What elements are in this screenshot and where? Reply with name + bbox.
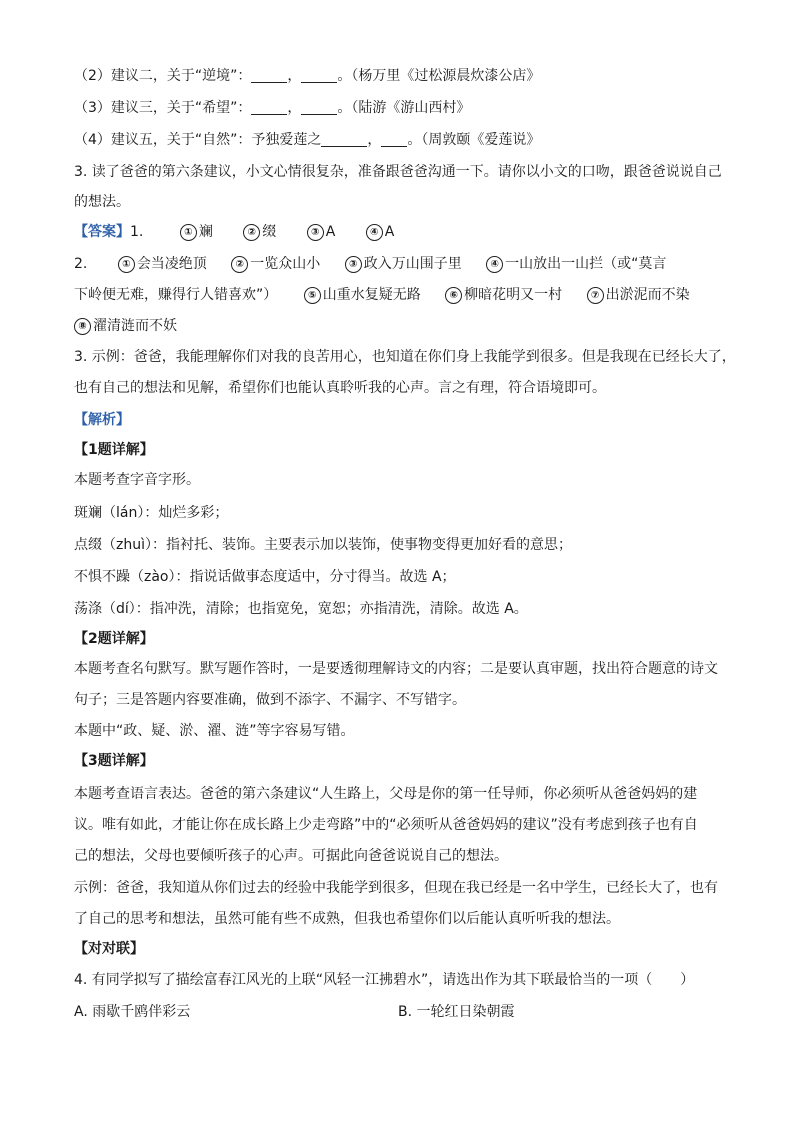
- answer-3-line-2: 也有自己的想法和见解，希望你们也能认真聆听我的心声。言之有理，符合语境即可。: [74, 380, 606, 396]
- marker-3: ③: [307, 224, 324, 241]
- blank: [301, 100, 337, 115]
- answer-3-line-1: 3. 示例：爸爸，我能理解你们对我的良苦用心，也知道在你们身上我能学到很多。但是我现在已经长大了，: [74, 349, 736, 365]
- line-4-suggestion: （4）建议五，关于“自然”：予独爱莲之 ， 。（周敦颐《爱莲说》: [74, 132, 541, 148]
- detail-3-line-c: 己的想法，父母也要倾听孩子的心声。可据此向爸爸说说自己的想法。: [74, 848, 508, 864]
- blank: [251, 68, 287, 83]
- analysis-heading: 【解析】: [74, 412, 130, 428]
- question-3-line-2: 的想法。: [74, 194, 130, 210]
- detail-1-line-e: 荡涤（dí）：指冲洗，清除；也指宽免，宽恕；亦指清洗，清除。故选 A。: [74, 601, 528, 617]
- marker-1: ①: [118, 256, 135, 273]
- question-3-line-1: 3. 读了爸爸的第六条建议，小文心情很复杂，准备跟爸爸沟通一下。请你以小文的口吻，跟爸爸说说自己: [74, 164, 722, 180]
- marker-6: ⑥: [445, 287, 462, 304]
- detail-2-line-c: 本题中“政、疑、淤、濯、涟”等字容易写错。: [74, 723, 355, 739]
- question-4: 4. 有同学拟写了描绘富春江风光的上联“风轻一江拂碧水”，请选出作为其下联最恰当的一项（ ）: [74, 972, 695, 988]
- detail-3-line-a: 本题考查语言表达。爸爸的第六条建议“人生路上，父母是你的第一任导师，你必须听从爸爸妈妈的建: [74, 786, 698, 802]
- marker-1: ①: [180, 224, 197, 241]
- detail-3-heading: 【3题详解】: [74, 753, 154, 769]
- couplet-heading: 【对对联】: [74, 941, 144, 957]
- marker-7: ⑦: [587, 287, 604, 304]
- detail-1-heading: 【1题详解】: [74, 442, 154, 458]
- marker-2: ②: [243, 224, 260, 241]
- answer-2-row-1: 2. ① 会当凌绝顶 ② 一览众山小 ③ 政入万山围子里 ④ 一山放出一山拦（或“莫言: [74, 256, 667, 272]
- detail-1-line-b: 斑斓（lán）：灿烂多彩；: [74, 505, 229, 521]
- detail-2-line-a: 本题考查名句默写。默写题作答时，一是要透彻理解诗文的内容；二是要认真审题，找出符合题意的诗文: [74, 661, 718, 677]
- detail-3-line-e: 了自己的思考和想法，虽然可能有些不成熟，但我也希望你们以后能认真听听我的想法。: [74, 911, 620, 927]
- detail-3-line-b: 议。唯有如此，才能让你在成长路上少走弯路”中的“必须听从爸爸妈妈的建议”没有考虑到孩子也有自: [74, 817, 698, 833]
- option-a: A. 雨歇千鸥伴彩云: [74, 1004, 191, 1020]
- blank: [381, 132, 407, 147]
- marker-4: ④: [486, 256, 503, 273]
- marker-3: ③: [345, 256, 362, 273]
- marker-4: ④: [366, 224, 383, 241]
- line-3-suggestion: （3）建议三，关于“希望”： ， 。（陆游《游山西村》: [74, 100, 471, 116]
- option-b: B. 一轮红日染朝霞: [398, 1004, 515, 1020]
- blank: [301, 68, 337, 83]
- detail-1-line-c: 点缀（zhuì）：指衬托、装饰。主要表示加以装饰，使事物变得更加好看的意思；: [74, 537, 572, 553]
- answer-1-row: 【答案】1. ① 斓 ② 缀 ③ A ④ A: [74, 224, 395, 240]
- blank: [251, 100, 287, 115]
- marker-8: ⑧: [74, 318, 91, 335]
- answer-2-row-3: ⑧ 濯清涟而不妖: [74, 316, 177, 336]
- answer-label: 【答案】: [74, 224, 130, 240]
- marker-5: ⑤: [304, 287, 321, 304]
- detail-3-line-d: 示例：爸爸，我知道从你们过去的经验中我能学到很多，但现在我已经是一名中学生，已经长大了，也有: [74, 880, 718, 896]
- marker-2: ②: [231, 256, 248, 273]
- blank: [321, 132, 367, 147]
- detail-2-heading: 【2题详解】: [74, 631, 154, 647]
- detail-1-line-a: 本题考查字音字形。: [74, 472, 200, 488]
- line-2-suggestion: （2）建议二，关于“逆境”： ， 。（杨万里《过松源晨炊漆公店》: [74, 68, 541, 84]
- detail-1-line-d: 不惧不躁（zào）：指说话做事态度适中，分寸得当。故选 A；: [74, 569, 456, 585]
- answer-2-row-2: 下岭便无难，赚得行人错喜欢”） ⑤ 山重水复疑无路 ⑥ 柳暗花明又一村 ⑦ 出淤泥而不染: [74, 287, 690, 303]
- detail-2-line-b: 句子；三是答题内容要准确，做到不添字、不漏字、不写错字。: [74, 692, 466, 708]
